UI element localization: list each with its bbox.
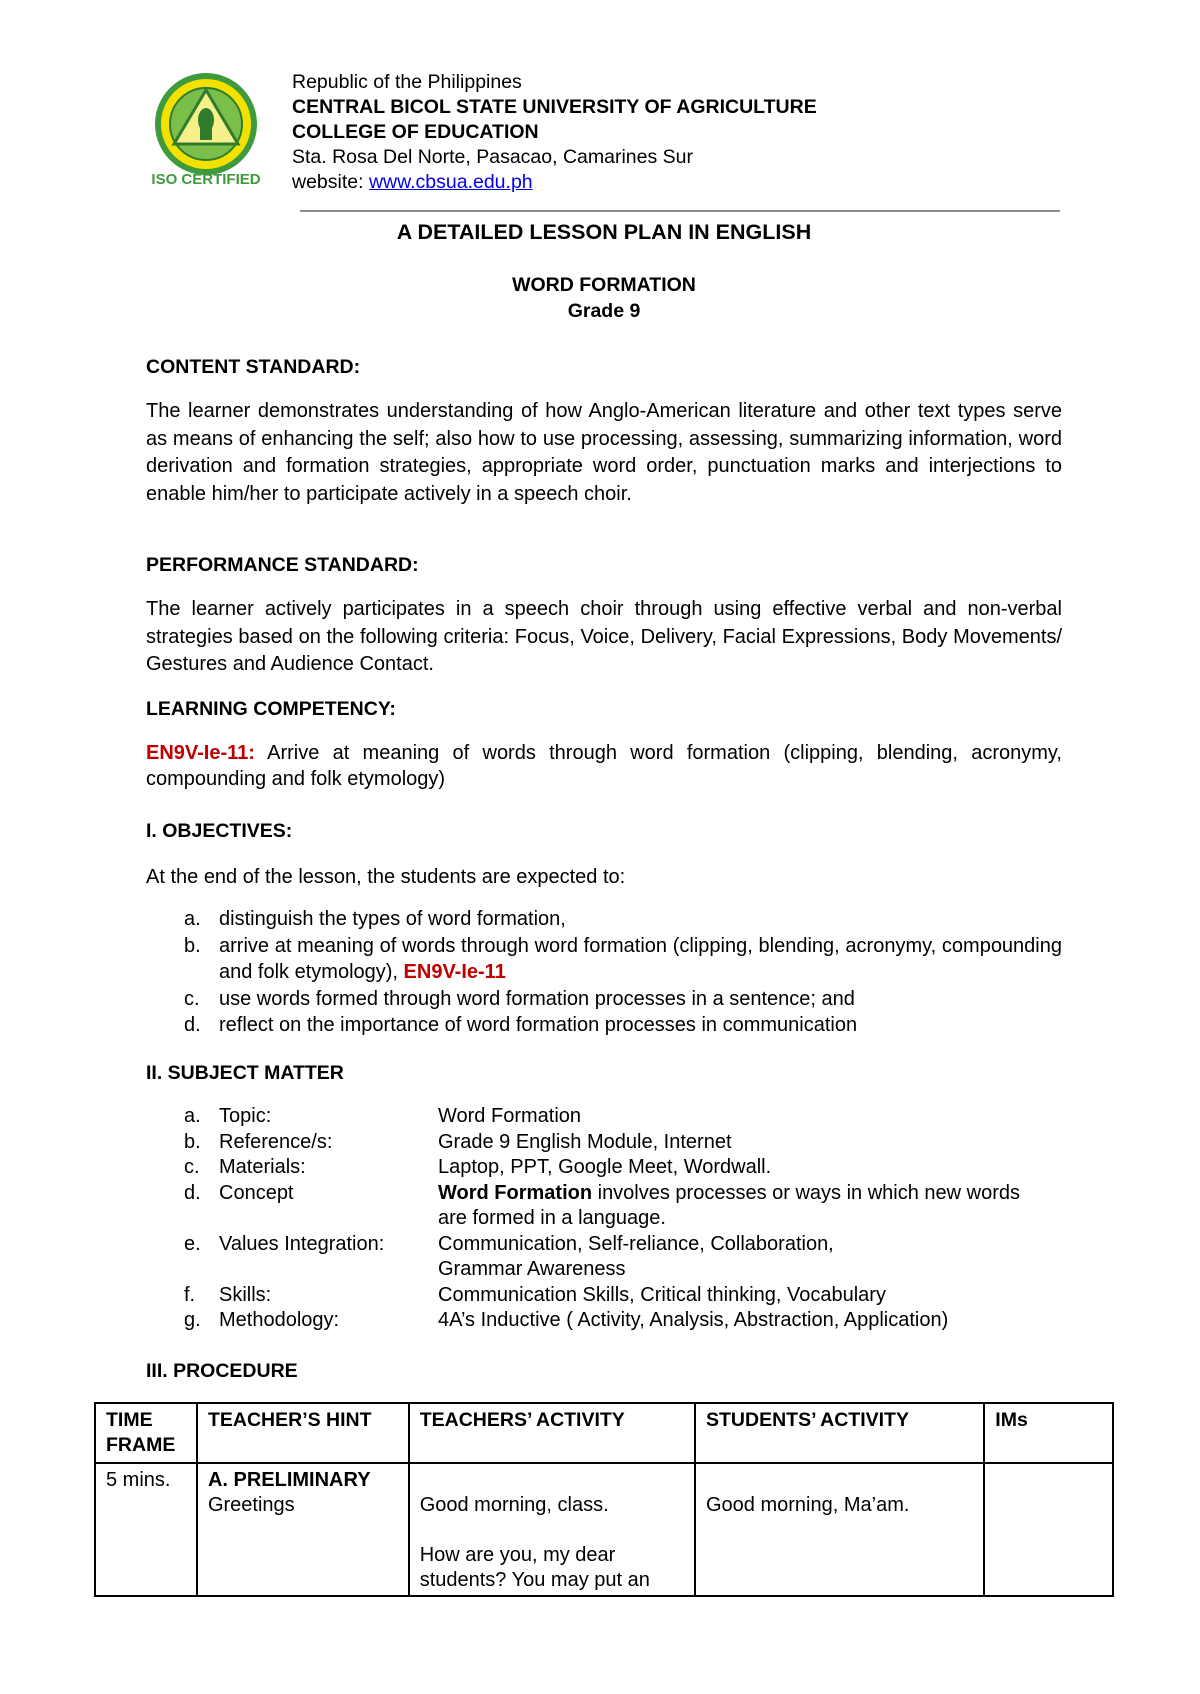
table-row — [95, 1463, 1113, 1596]
column-header-teachers-activity: TEACHERS’ ACTIVITY — [409, 1403, 695, 1463]
subject-matter-list — [146, 1104, 1062, 1334]
objective-code: EN9V-Ie-11 — [403, 961, 506, 983]
time-cell: 5 mins. — [95, 1463, 197, 1596]
table-header-row — [95, 1403, 1113, 1463]
column-header-students-activity: STUDENTS’ ACTIVITY — [695, 1403, 984, 1463]
hint-subtitle: Greetings — [207, 1494, 295, 1516]
university-seal-logo — [150, 72, 262, 190]
procedure-heading: III. PROCEDURE — [146, 1360, 298, 1382]
topic-title: WORD FORMATION — [512, 274, 696, 296]
list-item: a. distinguish the types of word formation, — [184, 908, 566, 930]
content-standard-text: The learner demonstrates understanding of how Anglo-American literature and other text types serve as means of enhancing the self; also how to use processing, assessing, summarizing information, word derivation and formation strategies, appropriate word order, punctuation marks and interjections to enable him/her to participate actively in a speech choir. — [146, 400, 1062, 505]
list-item: b. Reference/s: Grade 9 English Module, Internet — [184, 1130, 732, 1153]
college-name: COLLEGE OF EDUCATION — [292, 121, 539, 143]
country-line: Republic of the Philippines — [292, 71, 522, 93]
ims-cell — [984, 1463, 1113, 1596]
document-title: A DETAILED LESSON PLAN IN ENGLISH — [396, 220, 812, 244]
website-label: website: — [292, 171, 369, 193]
teacher-line-1: Good morning, class. — [419, 1494, 609, 1516]
column-header-ims: IMs — [984, 1403, 1113, 1463]
learning-competency-text — [146, 740, 1062, 792]
address-line: Sta. Rosa Del Norte, Pasacao, Camarines Sur — [292, 146, 694, 168]
competency-description: Arrive at meaning of words through word formation (clipping, blending, acronymy, compounding and folk etymology) — [146, 742, 1062, 790]
website-line — [292, 170, 817, 195]
website-link[interactable]: www.cbsua.edu.ph — [368, 171, 533, 193]
subject-matter-heading: II. SUBJECT MATTER — [146, 1062, 344, 1084]
hint-title: A. PRELIMINARY — [207, 1469, 371, 1491]
performance-standard-text: The learner actively participates in a speech choir through using effective verbal and non-verbal strategies based on the following criteria: Focus, Voice, Delivery, Facial Expressions, Body Movements/ Gestures and Audience Contact. — [146, 598, 1062, 675]
header-divider — [300, 210, 1060, 212]
student-line-1: Good morning, Ma’am. — [706, 1494, 910, 1516]
student-activity-cell — [695, 1463, 984, 1596]
procedure-table — [94, 1402, 1114, 1597]
list-item: d. reflect on the importance of word formation processes in communication — [184, 1014, 858, 1036]
objectives-intro: At the end of the lesson, the students are expected to: — [146, 866, 626, 888]
list-item: g. Methodology: 4A’s Inductive ( Activity, Analysis, Abstraction, Application) — [184, 1309, 949, 1331]
list-item: a. Topic: Word Formation — [184, 1105, 582, 1127]
hint-cell — [197, 1463, 409, 1596]
content-standard-heading: CONTENT STANDARD: — [146, 356, 361, 378]
university-name: CENTRAL BICOL STATE UNIVERSITY OF AGRICULTURE — [292, 96, 817, 118]
list-item: c. Materials: Laptop, PPT, Google Meet, Wordwall. — [184, 1156, 772, 1178]
column-header-time-frame: TIME FRAME — [95, 1403, 197, 1463]
grade-label: Grade 9 — [567, 300, 641, 322]
performance-standard-heading: PERFORMANCE STANDARD: — [146, 554, 419, 576]
list-item: e. Values Integration: Communication, Self-reliance, Collaboration, Grammar Awareness — [184, 1232, 834, 1280]
list-item: d. Concept Word Formation involves processes or ways in which new words are formed in a language. — [184, 1181, 1021, 1229]
learning-competency-heading: LEARNING COMPETENCY: — [146, 698, 396, 720]
list-item: c. use words formed through word formation processes in a sentence; and — [184, 987, 855, 1010]
competency-code: EN9V-Ie-11: — [146, 742, 255, 764]
list-item: f. Skills: Communication Skills, Critical thinking, Vocabulary — [184, 1283, 886, 1306]
list-item: b. arrive at meaning of words through word formation (clipping, blending, acronymy, compounding and folk etymology), EN9V-Ie-11 — [184, 934, 1062, 983]
teacher-activity-cell — [409, 1463, 695, 1596]
objectives-heading: I. OBJECTIVES: — [146, 820, 293, 842]
objectives-list — [146, 906, 1062, 1039]
column-header-teachers-hint: TEACHER’S HINT — [197, 1403, 409, 1463]
letterhead — [292, 70, 817, 195]
teacher-line-2: How are you, my dear students? You may put an — [419, 1544, 650, 1591]
svg-text:ISO CERTIFIED: ISO CERTIFIED — [151, 171, 261, 188]
